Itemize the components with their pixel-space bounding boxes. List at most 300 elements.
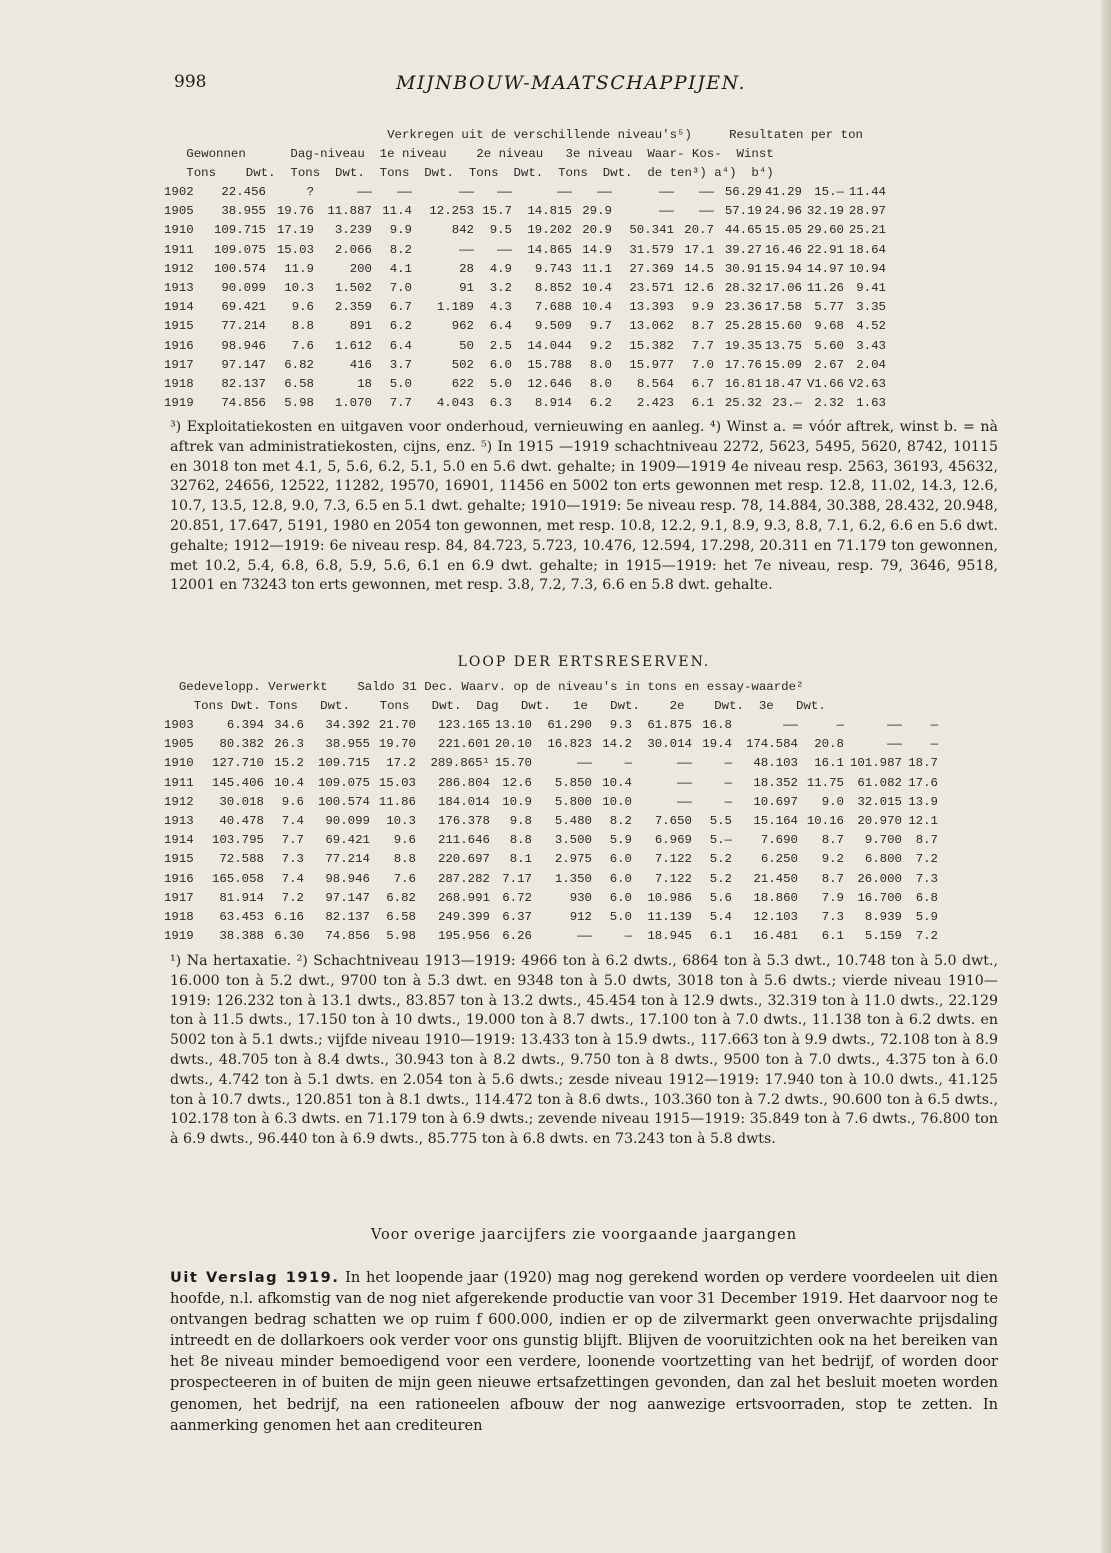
table-cell: 50.341 (629, 223, 674, 238)
year-cell: 1915 (164, 852, 194, 867)
table-cell: —— (597, 185, 612, 199)
table-cell: 11.4 (382, 204, 412, 219)
table-cell: 6.37 (502, 909, 532, 924)
table-cell: 32.19 (806, 204, 844, 219)
year-cell: 1910 (164, 756, 194, 771)
table-cell: 6.2 (389, 319, 412, 334)
ore-reserves-table (164, 678, 1009, 946)
table-cell: 7.17 (502, 871, 532, 886)
table-cell: 18.860 (753, 890, 798, 905)
table-cell: 5.77 (814, 300, 844, 315)
table-cell: 5.0 (609, 909, 632, 924)
table-cell: 15.09 (764, 357, 802, 372)
table-cell: 9.8 (509, 813, 532, 828)
table-cell: 5.2 (709, 852, 732, 867)
table-cell: —— (659, 204, 674, 219)
table-cell: 1.189 (436, 300, 474, 315)
table-cell: 5.5 (709, 813, 732, 828)
table-cell: 9.6 (393, 833, 416, 848)
table-cell: 249.399 (437, 909, 490, 924)
year-cell: 1902 (164, 185, 194, 199)
table-cell: 9.6 (281, 794, 304, 809)
table-cell: 18.64 (848, 242, 886, 257)
table-cell: 19.202 (527, 223, 572, 238)
table-cell: 14.044 (527, 338, 572, 353)
table-cell: 109.715 (317, 756, 370, 771)
table-cell: 11.86 (378, 794, 416, 809)
footer-note: Voor overige jaarcijfers zie voorgaande jaargangen (370, 1227, 798, 1243)
table-cell: 11.9 (284, 261, 314, 276)
table-cell: 7.7 (389, 396, 412, 411)
table-cell: — (724, 756, 732, 771)
table-cell: 18.945 (647, 929, 692, 944)
year-cell: 1910 (164, 223, 194, 238)
table-cell: 5.98 (386, 929, 416, 944)
table-cell: 7.2 (281, 890, 304, 905)
table-cell: 9.743 (534, 261, 572, 276)
table-cell: 5.— (709, 833, 732, 848)
table-cell: 1.350 (554, 871, 592, 886)
year-cell: 1905 (164, 204, 194, 219)
table-cell: 6.2 (589, 396, 612, 411)
table-cell: 127.710 (211, 756, 264, 771)
table-cell: 16.823 (547, 737, 592, 752)
table-cell: 8.7 (915, 833, 938, 848)
table-cell: 4.043 (436, 396, 474, 411)
table-cell: 15.03 (276, 242, 314, 257)
table-cell: 10.986 (647, 890, 692, 905)
table-cell: 20.9 (582, 223, 612, 238)
table-row (164, 260, 1009, 279)
report-paragraph (170, 1267, 998, 1436)
table-cell: 30.91 (724, 261, 762, 276)
table-cell: 8.852 (534, 280, 572, 295)
table-row (164, 927, 1009, 946)
table-cell: 16.700 (857, 890, 902, 905)
table-cell: 7.0 (389, 280, 412, 295)
table-cell: 13.393 (629, 300, 674, 315)
table-body (164, 716, 1009, 946)
table-cell: —— (699, 204, 714, 219)
table-cell: 18.7 (908, 756, 938, 771)
table-cell: 11.1 (582, 261, 612, 276)
table-cell: — (624, 756, 632, 771)
year-cell: 1918 (164, 376, 194, 391)
table-cell: 15.977 (629, 357, 674, 372)
table-cell: 10.4 (602, 775, 632, 790)
table-cell: 5.98 (284, 396, 314, 411)
table-cell: 15.05 (764, 223, 802, 238)
table-cell: 1.63 (856, 396, 886, 411)
table-cell: 17.19 (276, 223, 314, 238)
table-cell: 8.1 (509, 852, 532, 867)
table-cell: 12.6 (684, 280, 714, 295)
table-cell: 2.67 (814, 357, 844, 372)
table-cell: 18 (357, 376, 372, 391)
table-cell: — (624, 929, 632, 944)
table-cell: 5.60 (814, 338, 844, 353)
table-cell: 19.70 (378, 737, 416, 752)
year-cell: 1912 (164, 794, 194, 809)
table-cell: —— (459, 242, 474, 257)
table-cell: 10.4 (582, 280, 612, 295)
table-cell: —— (459, 185, 474, 199)
year-cell: 1913 (164, 280, 194, 295)
table-cell: 9.700 (864, 833, 902, 848)
table-cell: 289.865¹ (430, 756, 490, 771)
table-cell: 1.070 (334, 396, 372, 411)
table-cell: 27.369 (629, 261, 674, 276)
table-cell: 24.96 (764, 204, 802, 219)
report-text: In het loopende jaar (1920) mag nog gerekend worden op verdere voordeelen uit dien hoofde, n.l. afkomstig van de nog niet afgerekende productie van voor 31 December 1919. Het daarvoor nog te ontvangen bedrag schatten we op ruim f 600.000, indien er op de zilvermarkt geen onverwachte prijsdaling intreedt en de dollarkoers ook verder voor ons gunstig blijft. Blijven de vooruitzichten ook na het bereiken van het 8e niveau minder bemoedigend voor een verdere, loonende voortzetting van het bedrijf, of worden door prospecteeren in of buiten de mijn geen nieuwe ertsafzettingen gevonden, dan zal het besluit moeten worden genomen, het bedrijf, na een rationeelen afbouw der nog aanwezige ertsvoorraden, stop te zetten. In aanmerking genomen het aan crediteuren (170, 1269, 998, 1434)
table-row (164, 831, 1009, 850)
table-cell: 6.58 (284, 376, 314, 391)
table-cell: 7.7 (281, 833, 304, 848)
table-row (164, 735, 1009, 754)
table-cell: 7.688 (534, 300, 572, 315)
table-cell: 6.1 (691, 396, 714, 411)
table-cell: 11.44 (848, 185, 886, 199)
table-cell: 4.3 (489, 300, 512, 315)
table-cell: 6.4 (389, 338, 412, 353)
table-cell: 15.94 (764, 261, 802, 276)
table-cell: 13.75 (764, 338, 802, 353)
year-cell: 1911 (164, 775, 194, 790)
table-cell: 3.239 (334, 223, 372, 238)
table-row (164, 356, 1009, 375)
table-cell: 16.81 (724, 376, 762, 391)
table-cell: —— (677, 794, 692, 809)
table-cell: 2.5 (489, 338, 512, 353)
table-cell: 15.70 (494, 756, 532, 771)
table-cell: 8.8 (393, 852, 416, 867)
table-cell: 109.075 (317, 775, 370, 790)
table-cell: 21.450 (753, 871, 798, 886)
table-cell: 7.6 (291, 338, 314, 353)
table-cell: 31.579 (629, 242, 674, 257)
table-cell: 15.2 (274, 756, 304, 771)
table-cell: 8.8 (291, 319, 314, 334)
table-cell: — (724, 775, 732, 790)
table-cell: 13.10 (494, 718, 532, 732)
table-cell: 22.456 (221, 185, 266, 199)
table-cell: —— (783, 718, 798, 732)
table-cell: 7.690 (760, 833, 798, 848)
table-cell: 6.72 (502, 890, 532, 905)
table-cell: 15.164 (753, 813, 798, 828)
table-cell: 69.421 (221, 300, 266, 315)
table-cell: 82.137 (325, 909, 370, 924)
table-cell: 8.2 (389, 242, 412, 257)
table-cell: 10.4 (274, 775, 304, 790)
table-cell: 7.9 (821, 890, 844, 905)
table-cell: 2.04 (856, 357, 886, 372)
table-cell: 20.10 (494, 737, 532, 752)
table-cell: 6.3 (489, 396, 512, 411)
table-cell: ? (306, 185, 314, 199)
production-footnotes: ³) Exploitatiekosten en uitgaven voor onderhoud, vernieuwing en aanleg. ⁴) Winst a. = vóór aftrek, winst b. = nà aftrek van administratiekosten, cijns, enz. ⁵) In 1915 —1919 schachtniveau 2272, 5623, 5495, 5620, 8742, 10115 en 3018 ton met 4.1, 5, 5.6, 6.2, 5.1, 5.0 en 5.6 dwt. gehalte; in 1909—1919 4e niveau resp. 2563, 36193, 45632, 32762, 24656, 12522, 11282, 19570, 16901, 11456 en 5002 ton erts gewonnen met resp. 12.8, 11.02, 14.3, 12.6, 10.7, 13.5, 12.8, 9.0, 7.3, 6.5 en 5.1 dwt. gehalte; 1910—1919: 5e niveau resp. 78, 14.884, 30.388, 28.432, 20.948, 20.851, 17.647, 5191, 1980 en 2054 ton gewonnen, met resp. 10.8, 12.2, 9.1, 8.9, 9.3, 8.8, 7.1, 6.2, 6.6 en 5.6 dwt. gehalte; 1912—1919: 6e niveau resp. 84, 84.723, 5.723, 10.476, 12.594, 17.298, 20.311 en 71.179 ton gewonnen, met 10.2, 5.4, 6.8, 6.8, 5.9, 5.6, 6.1 en 6.9 dwt. gehalte; in 1915—1919: het 7e niveau, resp. 79, 3646, 9518, 12001 en 73243 ton erts gewonnen, met resp. 3.8, 7.2, 7.3, 6.6 en 5.8 dwt. gehalte. (170, 419, 998, 594)
table-cell: 26.000 (857, 871, 902, 886)
table-cell: 19.76 (276, 204, 314, 219)
table-row (164, 716, 1009, 735)
year-cell: 1918 (164, 909, 194, 924)
table-cell: 7.2 (915, 852, 938, 867)
page-edge (1101, 0, 1111, 1553)
table-cell: 98.946 (325, 871, 370, 886)
table-cell: 29.9 (582, 204, 612, 219)
table-cell: 6.26 (502, 929, 532, 944)
table-cell: 19.35 (724, 338, 762, 353)
table-cell: 176.378 (437, 813, 490, 828)
table-cell: 8.0 (589, 376, 612, 391)
table-cell: 10.3 (386, 813, 416, 828)
table-cell: 7.3 (915, 871, 938, 886)
table-cell: 50 (459, 338, 474, 353)
table-cell: 6.8 (915, 890, 938, 905)
table-cell: 8.2 (609, 813, 632, 828)
table-header-line: Tons Dwt. Tons Dwt. Tons Dwt. Dag Dwt. 1e Dwt. 2e Dwt. 3e Dwt. (164, 699, 826, 713)
table-cell: 6.800 (864, 852, 902, 867)
table-cell: 44.65 (724, 223, 762, 238)
table-cell: 7.4 (281, 871, 304, 886)
table-cell: 4.52 (856, 319, 886, 334)
table-cell: 268.991 (437, 890, 490, 905)
table-cell: 10.94 (848, 261, 886, 276)
table-cell: 30.018 (219, 794, 264, 809)
table-cell: 16.481 (753, 929, 798, 944)
year-cell: 1911 (164, 242, 194, 257)
table-cell: 97.147 (325, 890, 370, 905)
table-cell: 5.9 (915, 909, 938, 924)
table-cell: 16.1 (814, 756, 844, 771)
table-cell: 7.2 (915, 929, 938, 944)
table-cell: 622 (451, 376, 474, 391)
table-header-line: Tons Dwt. Tons Dwt. Tons Dwt. Tons Dwt. Tons Dwt. de ten³) a⁴) b⁴) (164, 166, 774, 180)
table-cell: 34.392 (325, 718, 370, 732)
table-cell: 56.29 (724, 185, 762, 199)
table-cell: —— (577, 756, 592, 771)
table-cell: 200 (349, 261, 372, 276)
table-cell: 123.165 (437, 718, 490, 732)
year-cell: 1917 (164, 357, 194, 372)
running-header (174, 72, 1004, 102)
year-cell: 1919 (164, 929, 194, 944)
table-cell: 74.856 (221, 396, 266, 411)
table-cell: 5.480 (554, 813, 592, 828)
table-cell: 15.— (814, 185, 844, 199)
table-cell: 16.8 (702, 718, 732, 732)
table-cell: 1.612 (334, 338, 372, 353)
table-cell: 16.46 (764, 242, 802, 257)
table-cell: 30.014 (647, 737, 692, 752)
table-cell: 25.32 (724, 396, 762, 411)
year-cell: 1915 (164, 319, 194, 334)
table-cell: —— (497, 185, 512, 199)
table-cell: 7.3 (821, 909, 844, 924)
table-cell: 842 (451, 223, 474, 238)
table-cell: 28.97 (848, 204, 886, 219)
table-cell: 98.946 (221, 338, 266, 353)
table-cell: 10.16 (806, 813, 844, 828)
table-cell: 6.394 (226, 718, 264, 732)
year-cell: 1903 (164, 718, 194, 732)
table-cell: 9.9 (389, 223, 412, 238)
table-cell: 57.19 (724, 204, 762, 219)
table-cell: 8.0 (589, 357, 612, 372)
table-cell: 9.41 (856, 280, 886, 295)
table-cell: — (836, 718, 844, 732)
table-cell: 7.6 (393, 871, 416, 886)
table-cell: — (930, 718, 938, 732)
table-cell: 5.6 (709, 890, 732, 905)
table-cell: 5.4 (709, 909, 732, 924)
table-cell: 2.066 (334, 242, 372, 257)
table-cell: 7.650 (654, 813, 692, 828)
table-cell: 2.32 (814, 396, 844, 411)
table-cell: —— (677, 756, 692, 771)
table-cell: 12.103 (753, 909, 798, 924)
table-cell: 38.955 (325, 737, 370, 752)
table-cell: 11.75 (806, 775, 844, 790)
table-cell: V1.66 (806, 376, 844, 391)
table-cell: 15.382 (629, 338, 674, 353)
table-row (164, 241, 1009, 260)
table-cell: 97.147 (221, 357, 266, 372)
table-cell: 109.715 (213, 223, 266, 238)
year-cell: 1914 (164, 300, 194, 315)
table-cell: 6.82 (386, 890, 416, 905)
table-cell: 6.250 (760, 852, 798, 867)
table-row (164, 394, 1009, 413)
table-cell: 72.588 (219, 852, 264, 867)
table-cell: 5.0 (489, 376, 512, 391)
table-header-line: Gewonnen Dag-niveau 1e niveau 2e niveau 3e niveau Waar- Kos- Winst (164, 147, 774, 161)
table-row (164, 754, 1009, 773)
table-cell: 74.856 (325, 929, 370, 944)
table-cell: 9.9 (691, 300, 714, 315)
table-cell: 28.32 (724, 280, 762, 295)
table-cell: 6.58 (386, 909, 416, 924)
table-cell: 5.2 (709, 871, 732, 886)
table-cell: 12.6 (502, 775, 532, 790)
table-cell: —— (557, 185, 572, 199)
table-cell: 13.9 (908, 794, 938, 809)
table-cell: 9.5 (489, 223, 512, 238)
table-cell: 10.0 (602, 794, 632, 809)
table-cell: 17.6 (908, 775, 938, 790)
table-cell: 891 (349, 319, 372, 334)
table-cell: 38.955 (221, 204, 266, 219)
table-cell: 14.97 (806, 261, 844, 276)
table-cell: 195.956 (437, 929, 490, 944)
table-cell: 61.875 (647, 718, 692, 732)
table-cell: 4.9 (489, 261, 512, 276)
table-cell: 15.788 (527, 357, 572, 372)
table-row (164, 298, 1009, 317)
table-body (164, 183, 1009, 413)
table-cell: 109.075 (213, 242, 266, 257)
table-cell: 6.0 (609, 890, 632, 905)
table-cell: 7.4 (281, 813, 304, 828)
table-cell: 8.7 (821, 833, 844, 848)
table-cell: 5.0 (389, 376, 412, 391)
table-cell: 12.1 (908, 813, 938, 828)
table-cell: 10.3 (284, 280, 314, 295)
table-cell: 165.058 (211, 871, 264, 886)
table-cell: 11.887 (327, 204, 372, 219)
table-cell: —— (677, 775, 692, 790)
table-cell: 930 (569, 890, 592, 905)
table-cell: 39.27 (724, 242, 762, 257)
table-cell: 221.601 (437, 737, 490, 752)
table-cell: 63.453 (219, 909, 264, 924)
table-cell: 3.2 (489, 280, 512, 295)
table-cell: 7.0 (691, 357, 714, 372)
table-cell: 211.646 (437, 833, 490, 848)
table-cell: 184.014 (437, 794, 490, 809)
table-cell: —— (659, 185, 674, 199)
table-cell: 4.1 (389, 261, 412, 276)
table-cell: 962 (451, 319, 474, 334)
table-cell: 6.0 (609, 852, 632, 867)
table-cell: 9.3 (609, 718, 632, 732)
table-cell: 61.290 (547, 718, 592, 732)
table-cell: 40.478 (219, 813, 264, 828)
table-cell: 286.804 (437, 775, 490, 790)
table-cell: 48.103 (753, 756, 798, 771)
table-cell: 6.0 (609, 871, 632, 886)
table-cell: 416 (349, 357, 372, 372)
table-cell: 90.099 (325, 813, 370, 828)
table-cell: 29.60 (806, 223, 844, 238)
reserves-footnotes: ¹) Na hertaxatie. ²) Schachtniveau 1913—1919: 4966 ton à 6.2 dwts., 6864 ton à 5.3 dwt., 10.748 ton à 5.0 dwt., 16.000 ton à 5.2 dwt., 9700 ton à 5.3 dwt. en 9348 ton à 5.0 dwts, 3018 ton à 5.6 dwts.; vierde niveau 1910—1919: 126.232 ton à 13.1 dwts., 83.857 ton à 13.2 dwts., 45.454 ton à 12.9 dwts., 32.319 ton à 11.0 dwts., 22.129 ton à 11.5 dwts., 17.150 ton à 10 dwts., 19.000 ton à 8.7 dwts., 17.100 ton à 7.0 dwts., 11.138 ton à 6.2 dwts. en 5002 ton à 5.1 dwts.; vijfde niveau 1910—1919: 13.433 ton à 15.9 dwts., 117.663 ton à 9.9 dwts., 72.108 ton à 8.9 dwts., 48.705 ton à 8.4 dwts., 30.943 ton à 8.2 dwts., 9.750 ton à 8 dwts., 9500 ton à 7.0 dwts., 4.375 ton à 6.0 dwts., 4.742 ton à 5.1 dwts. en 2.054 ton à 5.6 dwts.; zesde niveau 1912—1919: 17.940 ton à 10.0 dwts., 41.125 ton à 10.7 dwts., 120.851 ton à 8.1 dwts., 114.472 ton à 8.6 dwts., 103.360 ton à 7.2 dwts., 90.600 ton à 6.5 dwts., 102.178 ton à 6.3 dwts. en 71.179 ton à 6.9 dwts.; zevende niveau 1915—1919: 35.849 ton à 7.6 dwts., 76.800 ton à 6.9 dwts., 96.440 ton à 6.9 dwts., 85.775 ton à 6.8 dwts. en 73.243 ton à 5.8 dwts. (170, 953, 998, 1148)
table-cell: 12.253 (429, 204, 474, 219)
table-cell: 18.352 (753, 775, 798, 790)
table-cell: 7.122 (654, 852, 692, 867)
table-cell: 6.16 (274, 909, 304, 924)
table-cell: 9.2 (821, 852, 844, 867)
table-row (164, 317, 1009, 336)
table-cell: 100.574 (213, 261, 266, 276)
table-cell: 174.584 (745, 737, 798, 752)
table-cell: 11.139 (647, 909, 692, 924)
table-cell: 2.359 (334, 300, 372, 315)
table-cell: —— (887, 737, 902, 752)
table-cell: 77.214 (221, 319, 266, 334)
table-cell: 100.574 (317, 794, 370, 809)
table-cell: 220.697 (437, 852, 490, 867)
table-cell: 25.21 (848, 223, 886, 238)
table-header-line: Verkregen uit de verschillende niveau's⁵) Resultaten per ton (164, 128, 863, 142)
table-cell: 6.969 (654, 833, 692, 848)
table-cell: 6.30 (274, 929, 304, 944)
table-cell: 1.502 (334, 280, 372, 295)
table-cell: 6.82 (284, 357, 314, 372)
table-cell: 9.6 (291, 300, 314, 315)
table-cell: 6.1 (709, 929, 732, 944)
table-cell: 2.975 (554, 852, 592, 867)
table-cell: 23.36 (724, 300, 762, 315)
table-row (164, 850, 1009, 869)
table-cell: 12.646 (527, 376, 572, 391)
table-cell: 14.2 (602, 737, 632, 752)
table-cell: 10.697 (753, 794, 798, 809)
table-cell: 6.4 (489, 319, 512, 334)
table-cell: 20.970 (857, 813, 902, 828)
table-cell: 25.28 (724, 319, 762, 334)
table-cell: 9.68 (814, 319, 844, 334)
table-cell: 9.2 (589, 338, 612, 353)
